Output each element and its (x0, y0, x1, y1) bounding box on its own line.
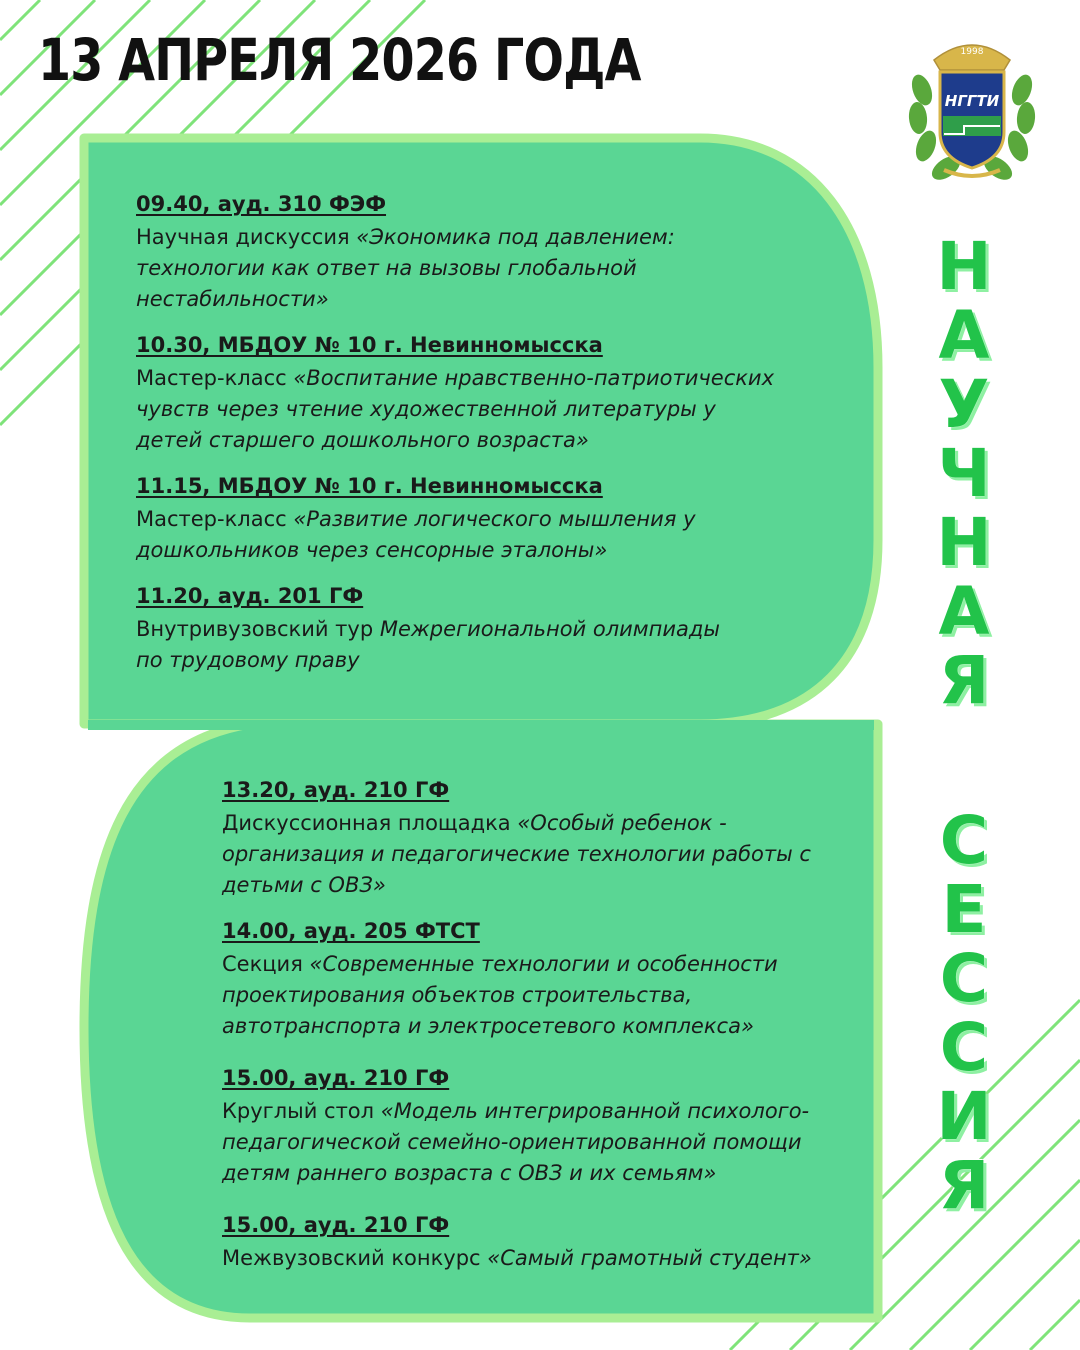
event-item (136, 582, 720, 676)
event-type: Межвузовский конкурс (222, 1246, 488, 1270)
event-description-line (222, 1127, 809, 1158)
event-type: Круглый стол (222, 1099, 381, 1123)
page-title-date: 13 АПРЕЛЯ 2026 ГОДА (38, 26, 641, 94)
event-item (222, 776, 811, 901)
event-type: Внутривузовский тур (136, 617, 380, 641)
event-topic: детей старшего дошкольного возраста» (136, 428, 589, 452)
event-topic: «Экономика под давлением: (356, 225, 675, 249)
title-letter: Ч (937, 435, 991, 512)
event-topic: по трудовому праву (136, 648, 360, 672)
event-topic: «Особый ребенок - (517, 811, 727, 835)
event-topic: «Воспитание нравственно-патриотических (293, 366, 774, 390)
event-type: Мастер-класс (136, 366, 294, 390)
schedule-panel-joint (88, 720, 874, 730)
event-description-line (222, 808, 811, 839)
title-letter: Я (938, 642, 990, 719)
vertical-title-word-1 (928, 228, 1000, 719)
event-description-line (222, 1096, 809, 1127)
event-topic: детьми с ОВЗ» (222, 873, 386, 897)
event-topic: детям раннего возраста с ОВЗ и их семьям» (222, 1161, 717, 1185)
event-topic: проектирования объектов строительства, (222, 983, 693, 1007)
event-description-line (222, 949, 778, 980)
title-letter: Н (936, 504, 992, 581)
title-letter: Е (941, 871, 987, 948)
event-topic: «Модель интегрированной психолого- (380, 1099, 810, 1123)
event-type: Мастер-класс (136, 507, 294, 531)
title-letter: С (939, 940, 989, 1017)
event-description-line (222, 1011, 778, 1042)
title-letter: Я (938, 1147, 990, 1224)
event-description-line (136, 363, 774, 394)
event-topic: чувств через чтение художественной литературы у (136, 397, 716, 421)
event-item (222, 1211, 812, 1274)
event-item (136, 472, 696, 566)
event-description-line (136, 253, 675, 284)
event-description-line (136, 222, 675, 253)
event-topic: педагогической семейно-ориентированной помощи (222, 1130, 802, 1154)
event-time-place: 11.20, ауд. 201 ГФ (136, 584, 364, 608)
event-topic: дошкольников через сенсорные эталоны» (136, 538, 608, 562)
event-topic: «Развитие логического мышления у (293, 507, 696, 531)
event-time-place: 15.00, ауд. 210 ГФ (222, 1066, 450, 1090)
event-topic: «Современные технологии и особенности (309, 952, 778, 976)
title-letter: Н (936, 228, 992, 305)
event-description-line (136, 284, 675, 315)
event-item (222, 917, 778, 1042)
event-description-line (222, 839, 811, 870)
event-type: Секция (222, 952, 310, 976)
event-time-place: 11.15, МБДОУ № 10 г. Невинномысска (136, 474, 603, 498)
university-emblem-icon (904, 30, 1040, 186)
event-item (222, 1064, 809, 1189)
event-topic: организация и педагогические технологии работы с (222, 842, 811, 866)
title-letter: А (938, 573, 990, 650)
event-time-place: 09.40, ауд. 310 ФЭФ (136, 192, 387, 216)
event-topic: Межрегиональной олимпиады (379, 617, 720, 641)
event-time-place: 15.00, ауд. 210 ГФ (222, 1213, 450, 1237)
event-item (136, 190, 675, 315)
emblem-abbreviation: НГГТИ (944, 92, 1000, 110)
event-time-place: 14.00, ауд. 205 ФТСТ (222, 919, 480, 943)
event-time-place: 10.30, МБДОУ № 10 г. Невинномысска (136, 333, 603, 357)
event-description-line (136, 535, 696, 566)
event-description-line (136, 614, 720, 645)
title-letter: С (939, 802, 989, 879)
event-description-line (222, 1158, 809, 1189)
vertical-title-word-2 (928, 802, 1000, 1224)
title-letter: И (936, 1078, 992, 1155)
title-letter: У (938, 366, 990, 443)
event-topic: «Самый грамотный студент» (487, 1246, 812, 1270)
event-topic: технологии как ответ на вызовы глобальной (136, 256, 637, 280)
event-time-place: 13.20, ауд. 210 ГФ (222, 778, 450, 802)
event-item (136, 331, 774, 456)
event-type: Дискуссионная площадка (222, 811, 518, 835)
event-description-line (222, 1243, 812, 1274)
event-description-line (222, 870, 811, 901)
event-description-line (136, 394, 774, 425)
event-description-line (136, 504, 696, 535)
event-type: Научная дискуссия (136, 225, 357, 249)
title-letter: С (939, 1009, 989, 1086)
event-topic: нестабильности» (136, 287, 329, 311)
event-description-line (136, 645, 720, 676)
event-description-line (222, 980, 778, 1011)
emblem-year: 1998 (960, 47, 984, 57)
event-topic: автотранспорта и электросетевого комплекса» (222, 1014, 754, 1038)
event-description-line (136, 425, 774, 456)
title-letter: А (938, 297, 990, 374)
